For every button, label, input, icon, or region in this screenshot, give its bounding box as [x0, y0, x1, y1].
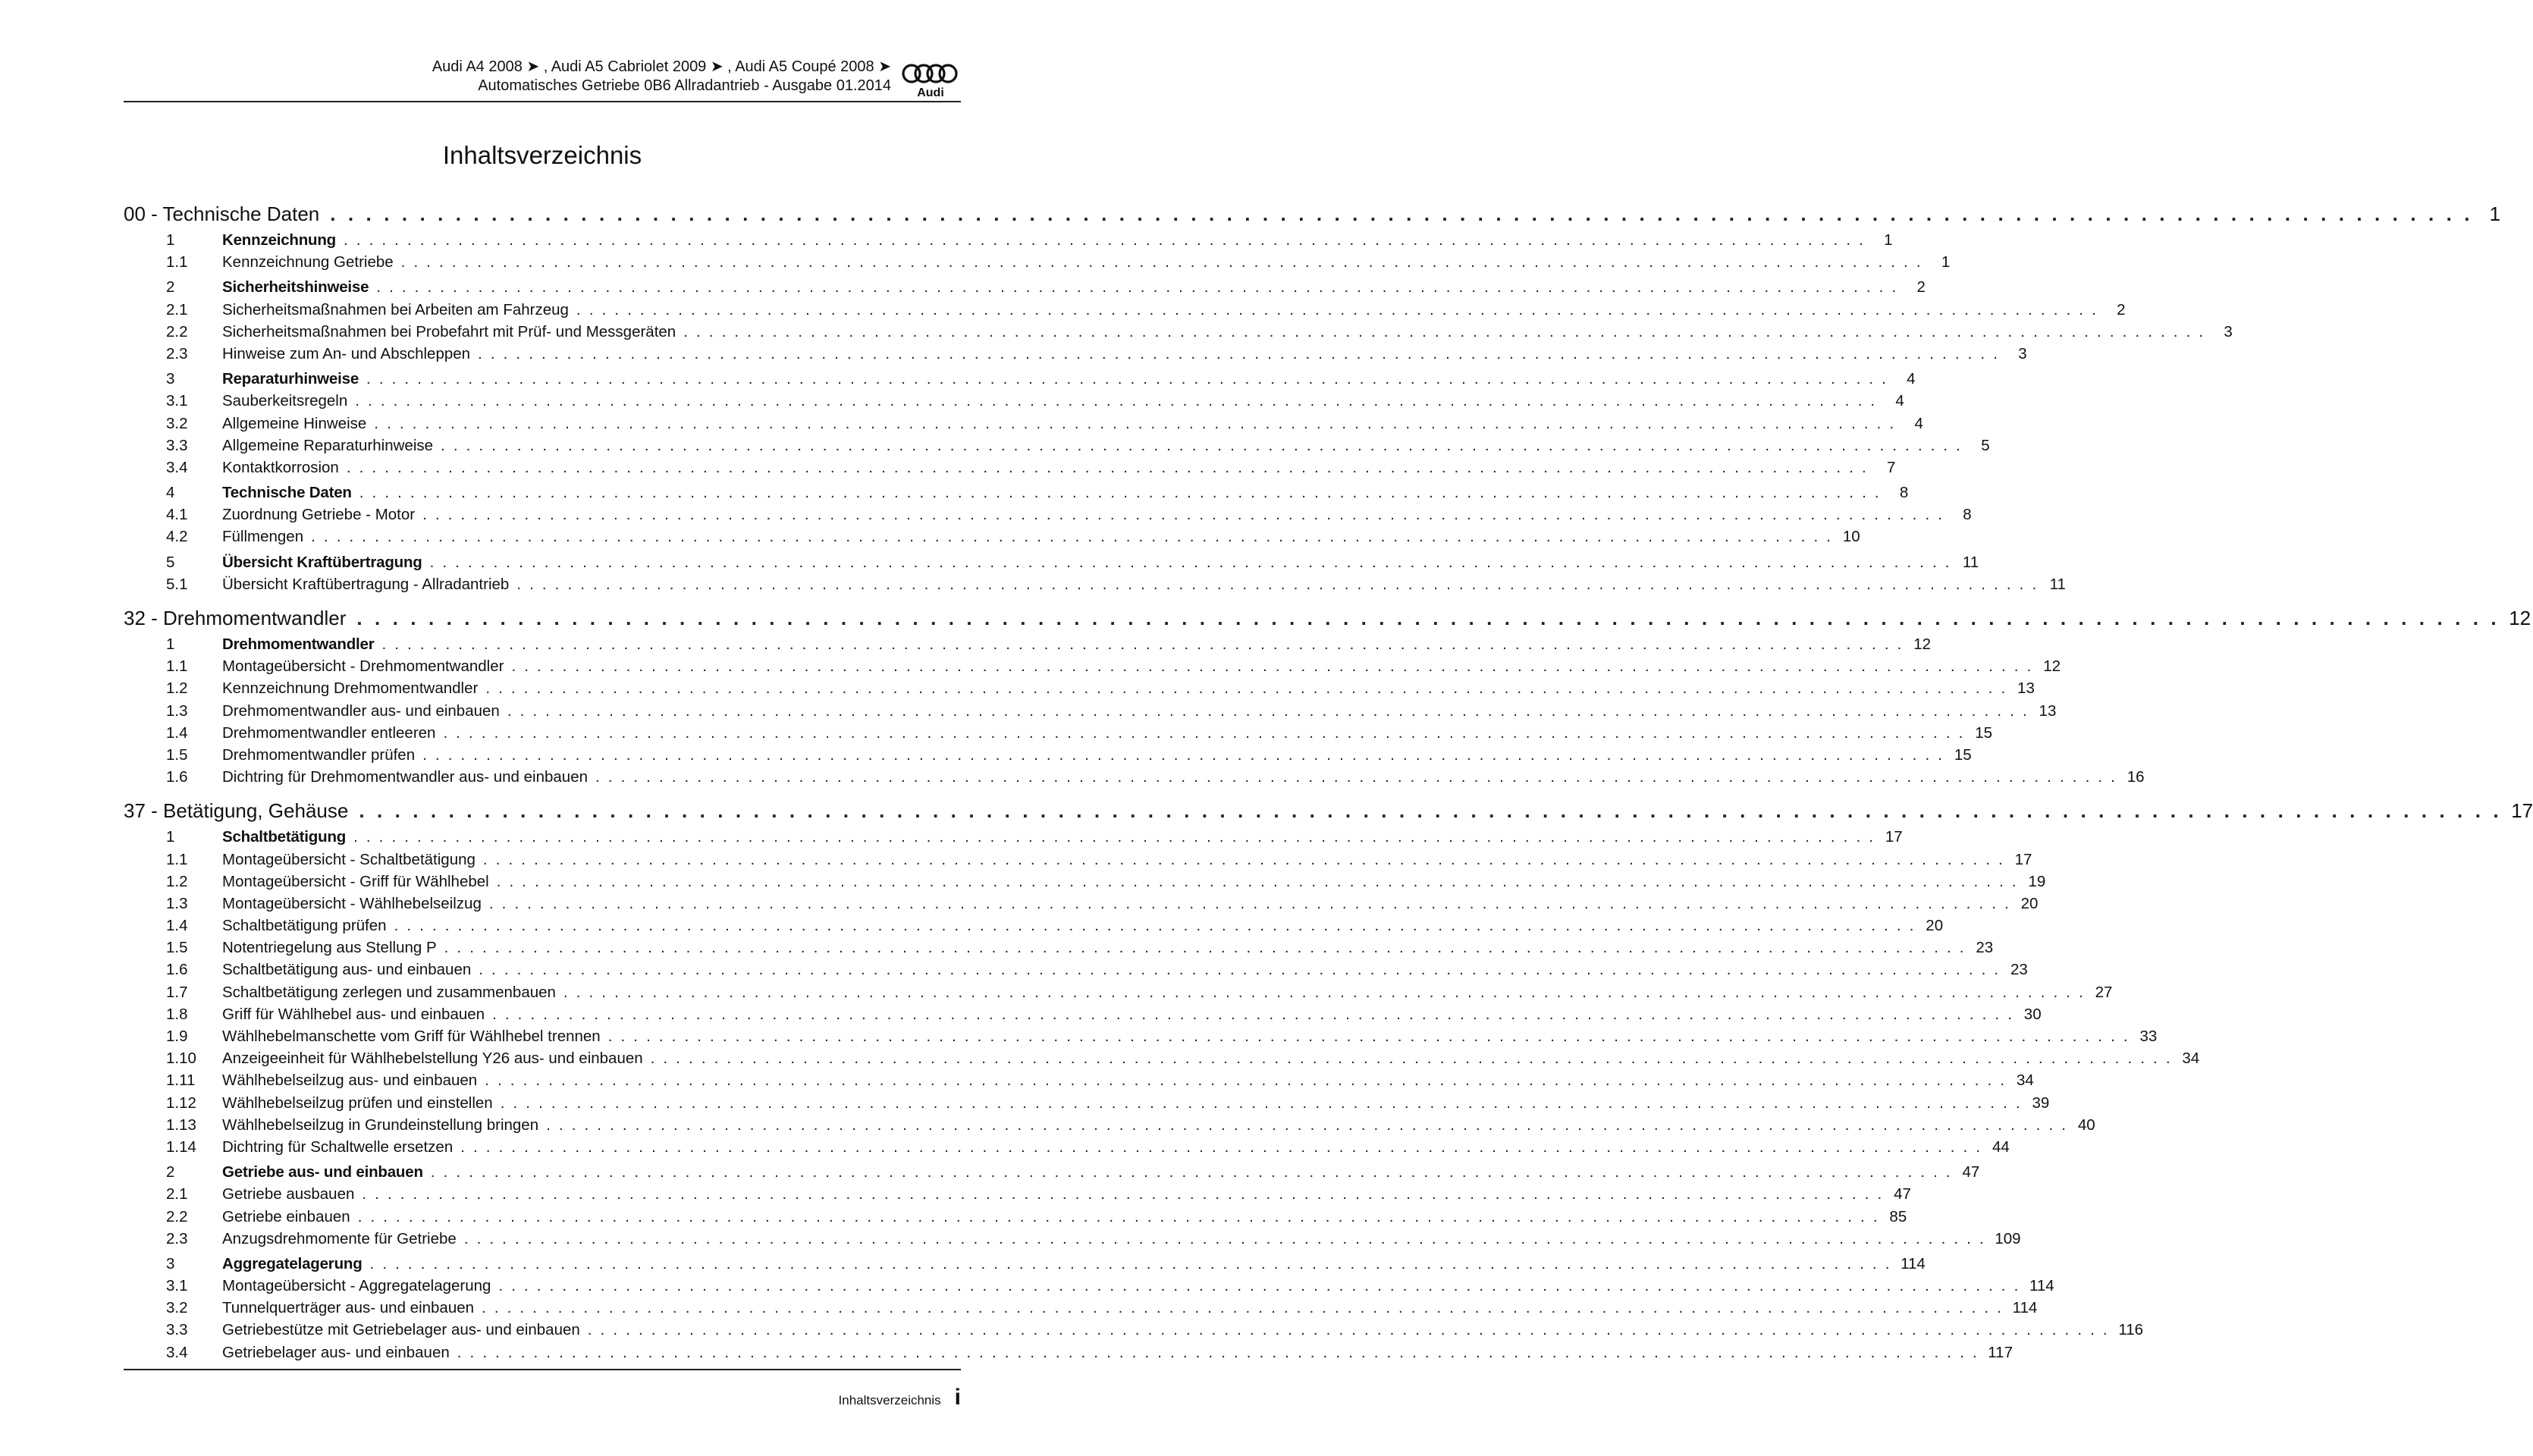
toc-entry-title: Übersicht Kraftübertragung: [222, 553, 422, 571]
header-manual-line: Automatisches Getriebe 0B6 Allradantrieb - Ausgabe 01.2014: [478, 77, 891, 94]
toc-subsection[interactable]: [124, 1228, 2021, 1250]
toc-dot-leader: . . . . . . . . . . . . . . . . . . . . . . . . . . . . . . . . . . . . . . . . . . . . . . . . . . . . . . . . . . . . . . . . . . . . . . . . . . . . . . . . . . . . . . . . . . . . . . . . . . . . . . . . . . . . . . . . . . . . . . . .: [356, 607, 2500, 629]
toc-entry-title: Montageübersicht - Griff für Wählhebel: [222, 872, 489, 890]
toc-subsection[interactable]: [124, 343, 2027, 365]
toc-entry-number: 1.13: [166, 1116, 196, 1134]
toc-entry-title: Kennzeichnung: [222, 231, 337, 249]
toc-dot-leader: . . . . . . . . . . . . . . . . . . . . . . . . . . . . . . . . . . . . . . . . . . . . . . . . . . . . . . . . . . . . . . . . . . . . . . . . . . . . . . . . . . . . . . . . . . . . . . . . . . . . . . . . . . . . . . . . . . . . . . . .: [357, 1207, 1880, 1225]
toc-entry-title: Wählhebelmanschette vom Griff für Wählhebel trennen: [222, 1028, 601, 1045]
toc-subsection[interactable]: [124, 655, 2061, 677]
toc-entry-title: Reparaturhinweise: [222, 370, 359, 388]
toc-page-number: 19: [2028, 872, 2046, 890]
toc-entry-number: 1.8: [166, 1005, 188, 1023]
toc-page-number: 12: [2043, 657, 2061, 676]
toc-page-number: 4: [1895, 392, 1904, 410]
toc-dot-leader: . . . . . . . . . . . . . . . . . . . . . . . . . . . . . . . . . . . . . . . . . . . . . . . . . . . . . . . . . . . . . . . . . . . . . . . . . . . . . . . . . . . . . . . . . . . . . . . . . . . . . . . . . . . . . . . . . . . . . . . .: [311, 528, 1833, 546]
toc-page-number: 109: [1995, 1229, 2021, 1247]
toc-dot-leader: . . . . . . . . . . . . . . . . . . . . . . . . . . . . . . . . . . . . . . . . . . . . . . . . . . . . . . . . . . . . . . . . . . . . . . . . . . . . . . . . . . . . . . . . . . . . . . . . . . . . . . . . . . . . . . . . . . . . . . . .: [460, 1138, 1982, 1156]
toc-subsection[interactable]: [124, 1047, 2200, 1069]
toc-subsection[interactable]: [124, 1114, 2095, 1136]
toc-chapter[interactable]: [124, 199, 2501, 229]
toc-entry-title: Drehmomentwandler entleeren: [222, 723, 436, 742]
toc-entry-title: Dichtring für Drehmomentwandler aus- und einbauen: [222, 768, 589, 786]
toc-subsection[interactable]: [124, 321, 2233, 343]
toc-page-number: 116: [2118, 1321, 2144, 1339]
toc-entry-number: 2.3: [166, 344, 188, 362]
toc-subsection[interactable]: [124, 435, 1990, 457]
toc-entry-number: 1.14: [166, 1138, 196, 1156]
toc-page-number: 13: [2039, 701, 2057, 720]
toc-dot-leader: . . . . . . . . . . . . . . . . . . . . . . . . . . . . . . . . . . . . . . . . . . . . . . . . . . . . . . . . . . . . . . . . . . . . . . . . . . . . . . . . . . . . . . . . . . . . . . . . . . . . . . . . . . . . . . . . . . . . . . . .: [422, 506, 1944, 524]
toc-dot-leader: . . . . . . . . . . . . . . . . . . . . . . . . . . . . . . . . . . . . . . . . . . . . . . . . . . . . . . . . . . . . . . . . . . . . . . . . . . . . . . . . . . . . . . . . . . . . . . . . . . . . . . . . . . . . . . . . . . . . . . . .: [492, 1005, 2014, 1023]
toc-subsection[interactable]: [124, 504, 1972, 526]
toc-page-number: 2: [1916, 278, 1926, 297]
toc-entry-number: 1.5: [166, 745, 188, 764]
toc-entry-title: Getriebe aus- und einbauen: [222, 1163, 423, 1181]
toc-dot-leader: . . . . . . . . . . . . . . . . . . . . . . . . . . . . . . . . . . . . . . . . . . . . . . . . . . . . . . . . . . . . . . . . . . . . . . . . . . . . . . . . . . . . . . . . . . . . . . . . . . . . . . . . . . . . . . . . . . . . . . . .: [369, 1254, 1892, 1272]
toc-dot-leader: . . . . . . . . . . . . . . . . . . . . . . . . . . . . . . . . . . . . . . . . . . . . . . . . . . . . . . . . . . . . . . . . . . . . . . . . . . . . . . . . . . . . . . . . . . . . . . . . . . . . . . . . . . . . . . . . . . . . . . . .: [498, 1277, 2020, 1295]
toc-entry-number: 2: [166, 278, 175, 297]
footer-divider: [124, 1369, 961, 1370]
toc-dot-leader: . . . . . . . . . . . . . . . . . . . . . . . . . . . . . . . . . . . . . . . . . . . . . . . . . . . . . . . . . . . . . . . . . . . . . . . . . . . . . . . . . . . . . . . . . . . . . . . . . . . . . . . . . . . . . . . . . . . . . . . .: [496, 872, 2019, 890]
toc-subsection[interactable]: [124, 766, 2145, 788]
toc-entry-number: 1: [166, 231, 175, 249]
toc-dot-leader: . . . . . . . . . . . . . . . . . . . . . . . . . . . . . . . . . . . . . . . . . . . . . . . . . . . . . . . . . . . . . . . . . . . . . . . . . . . . . . . . . . . . . . . . . . . . . . . . . . . . . . . . . . . . . . . . . . . . . . . .: [485, 679, 2007, 698]
toc-dot-leader: . . . . . . . . . . . . . . . . . . . . . . . . . . . . . . . . . . . . . . . . . . . . . . . . . . . . . . . . . . . . . . . . . . . . . . . . . . . . . . . . . . . . . . . . . . . . . . . . . . . . . . . . . . . . . . . . . . . . . . . .: [587, 1321, 2110, 1339]
toc-subsection[interactable]: [124, 981, 2113, 1003]
toc-dot-leader: . . . . . . . . . . . . . . . . . . . . . . . . . . . . . . . . . . . . . . . . . . . . . . . . . . . . . . . . . . . . . . . . . . . . . . . . . . . . . . . . . . . . . . . . . . . . . . . . . . . . . . . . . . . . . . . . . . . . . . . .: [607, 1028, 2130, 1045]
toc-entry-number: 1.2: [166, 679, 188, 698]
toc-subsection[interactable]: [124, 413, 1923, 435]
toc-entry-number: 2.1: [166, 300, 188, 318]
toc-subsection[interactable]: [124, 390, 1904, 412]
toc-entry-number: 1.1: [166, 253, 188, 271]
toc-entry-number: 3.1: [166, 392, 188, 410]
toc-entry-number: 2.2: [166, 322, 188, 340]
toc-entry-number: 1.5: [166, 939, 188, 957]
toc-entry-title: Anzugsdrehmomente für Getriebe: [222, 1229, 457, 1247]
toc-entry-title: Sauberkeitsregeln: [222, 392, 348, 410]
toc-entry-title: Drehmomentwandler: [222, 635, 375, 653]
toc-dot-leader: . . . . . . . . . . . . . . . . . . . . . . . . . . . . . . . . . . . . . . . . . . . . . . . . . . . . . . . . . . . . . . . . . . . . . . . . . . . . . . . . . . . . . . . . . . . . . . . . . . . . . . . . . . . . . . . . . . . . . . . .: [346, 458, 1869, 476]
toc-dot-leader: . . . . . . . . . . . . . . . . . . . . . . . . . . . . . . . . . . . . . . . . . . . . . . . . . . . . . . . . . . . . . . . . . . . . . . . . . . . . . . . . . . . . . . . . . . . . . . . . . . . . . . . . . . . . . . . . . . . . . . . .: [366, 370, 1888, 388]
toc-dot-leader: . . . . . . . . . . . . . . . . . . . . . . . . . . . . . . . . . . . . . . . . . . . . . . . . . . . . . . . . . . . . . . . . . . . . . . . . . . . . . . . . . . . . . . . . . . . . . . . . . . . . . . . . . . . . . . . . . . . . . . . .: [430, 1163, 1953, 1181]
toc-entry-number: 3: [166, 1254, 175, 1272]
toc-page-number: 11: [1962, 553, 1979, 571]
toc-section[interactable]: [124, 276, 1926, 298]
header-vehicle-line: Audi A4 2008 ➤ , Audi A5 Cabriolet 2009 ➤ , Audi A5 Coupé 2008 ➤: [432, 58, 891, 75]
toc-dot-leader: . . . . . . . . . . . . . . . . . . . . . . . . . . . . . . . . . . . . . . . . . . . . . . . . . . . . . . . . . . . . . . . . . . . . . . . . . . . . . . . . . . . . . . . . . . . . . . . . . . . . . . . . . . . . . . . . . . . . . . . .: [511, 657, 2033, 676]
toc-section[interactable]: [124, 229, 1893, 251]
toc-entry-title: Schaltbetätigung zerlegen und zusammenbauen: [222, 983, 556, 1001]
toc-entry-title: Kennzeichnung Drehmomentwandler: [222, 679, 479, 698]
toc-dot-leader: . . . . . . . . . . . . . . . . . . . . . . . . . . . . . . . . . . . . . . . . . . . . . . . . . . . . . . . . . . . . . . . . . . . . . . . . . . . . . . . . . . . . . . . . . . . . . . . . . . . . . . . . . . . . . . . . . . . . . . . .: [485, 1072, 2007, 1090]
toc-entry-title: Montageübersicht - Drehmomentwandler: [222, 657, 504, 676]
toc-page-number: 47: [1962, 1163, 1980, 1181]
toc-entry-title: Zuordnung Getriebe - Motor: [222, 506, 416, 524]
toc-dot-leader: . . . . . . . . . . . . . . . . . . . . . . . . . . . . . . . . . . . . . . . . . . . . . . . . . . . . . . . . . . . . . . . . . . . . . . . . . . . . . . . . . . . . . . . . . . . . . . . . . . . . . . . . . . . . . . . . . . . . . . . .: [457, 1343, 1979, 1361]
toc-dot-leader: . . . . . . . . . . . . . . . . . . . . . . . . . . . . . . . . . . . . . . . . . . . . . . . . . . . . . . . . . . . . . . . . . . . . . . . . . . . . . . . . . . . . . . . . . . . . . . . . . . . . . . . . . . . . . . . . . . . . . . . .: [381, 635, 1904, 653]
toc-page-number: 11: [2049, 575, 2066, 593]
toc-page-number: 16: [2127, 768, 2145, 786]
toc-entry-title: Getriebestütze mit Getriebelager aus- und einbauen: [222, 1321, 580, 1339]
footer-label: Inhaltsverzeichnis: [838, 1393, 941, 1407]
toc-entry-number: 4: [166, 484, 175, 502]
toc-entry-title: 37 - Betätigung, Gehäuse: [124, 799, 349, 823]
toc-entry-title: Wählhebelseilzug in Grundeinstellung bringen: [222, 1116, 539, 1134]
toc-entry-title: Übersicht Kraftübertragung - Allradantrieb: [222, 575, 510, 593]
toc-entry-title: Getriebelager aus- und einbauen: [222, 1343, 450, 1361]
toc-subsection[interactable]: [124, 871, 2046, 893]
toc-page-number: 34: [2016, 1072, 2034, 1090]
toc-chapter[interactable]: [124, 795, 2533, 826]
toc-entry-title: Getriebe ausbauen: [222, 1185, 355, 1203]
toc-entry-number: 1.4: [166, 917, 188, 935]
page-title: Inhaltsverzeichnis: [442, 141, 642, 169]
toc-dot-leader: . . . . . . . . . . . . . . . . . . . . . . . . . . . . . . . . . . . . . . . . . . . . . . . . . . . . . . . . . . . . . . . . . . . . . . . . . . . . . . . . . . . . . . . . . . . . . . . . . . . . . . . . . . . . . . . . . . . . . . . .: [353, 828, 1875, 846]
toc-page-number: 17: [2511, 799, 2533, 823]
page-header: [124, 58, 961, 101]
toc-subsection[interactable]: [124, 1025, 2158, 1047]
toc-entry-number: 3.3: [166, 436, 188, 454]
toc-page-number: 4: [1907, 370, 1916, 388]
toc-subsection[interactable]: [124, 573, 2066, 595]
toc-page-number: 20: [1926, 917, 1944, 935]
toc-entry-number: 3: [166, 370, 175, 388]
toc-entry-number: 1: [166, 828, 175, 846]
toc-page-number: 17: [1885, 828, 1903, 846]
toc-page-number: 23: [1976, 939, 1994, 957]
toc-entry-title: Montageübersicht - Schaltbetätigung: [222, 850, 476, 868]
table-of-contents: [124, 199, 2533, 1363]
toc-dot-leader: . . . . . . . . . . . . . . . . . . . . . . . . . . . . . . . . . . . . . . . . . . . . . . . . . . . . . . . . . . . . . . . . . . . . . . . . . . . . . . . . . . . . . . . . . . . . . . . . . . . . . . . . . . . . . . . . . . . . . . . .: [482, 850, 2005, 868]
toc-entry-title: Drehmomentwandler aus- und einbauen: [222, 701, 500, 720]
toc-dot-leader: . . . . . . . . . . . . . . . . . . . . . . . . . . . . . . . . . . . . . . . . . . . . . . . . . . . . . . . . . . . . . . . . . . . . . . . . . . . . . . . . . . . . . . . . . . . . . . . . . . . . . . . . . . . . . . . . . . . . . . . .: [463, 1229, 1986, 1247]
toc-dot-leader: . . . . . . . . . . . . . . . . . . . . . . . . . . . . . . . . . . . . . . . . . . . . . . . . . . . . . . . . . . . . . . . . . . . . . . . . . . . . . . . . . . . . . . . . . . . . . . . . . . . . . . . . . . . . . . . . . . . . . . . .: [488, 894, 2011, 912]
toc-entry-number: 2: [166, 1163, 175, 1181]
toc-entry-number: 1: [166, 635, 175, 653]
toc-entry-number: 2.3: [166, 1229, 188, 1247]
toc-subsection[interactable]: [124, 700, 2057, 722]
toc-section[interactable]: [124, 551, 1979, 573]
toc-entry-number: 5.1: [166, 575, 188, 593]
toc-page-number: 12: [1913, 635, 1932, 653]
header-text: [432, 58, 891, 96]
toc-entry-title: Hinweise zum An- und Abschleppen: [222, 344, 471, 362]
toc-section[interactable]: [124, 482, 1909, 504]
toc-page-number: 10: [1842, 528, 1860, 546]
toc-dot-leader: . . . . . . . . . . . . . . . . . . . . . . . . . . . . . . . . . . . . . . . . . . . . . . . . . . . . . . . . . . . . . . . . . . . . . . . . . . . . . . . . . . . . . . . . . . . . . . . . . . . . . . . . . . . . . . . . . . . . . . . .: [683, 322, 2205, 340]
toc-entry-title: Kontaktkorrosion: [222, 458, 339, 476]
toc-subsection[interactable]: [124, 1069, 2034, 1091]
toc-entry-title: Drehmomentwandler prüfen: [222, 745, 416, 764]
toc-subsection[interactable]: [124, 915, 1944, 937]
toc-entry-title: Getriebe einbauen: [222, 1207, 350, 1225]
toc-page-number: 23: [2010, 961, 2028, 979]
toc-page-number: 8: [1899, 484, 1909, 502]
toc-dot-leader: . . . . . . . . . . . . . . . . . . . . . . . . . . . . . . . . . . . . . . . . . . . . . . . . . . . . . . . . . . . . . . . . . . . . . . . . . . . . . . . . . . . . . . . . . . . . . . . . . . . . . . . . . . . . . . . . . . . . . . . .: [376, 278, 1898, 297]
toc-chapter[interactable]: [124, 603, 2531, 633]
toc-subsection[interactable]: [124, 251, 1951, 273]
toc-page-number: 34: [2182, 1050, 2200, 1068]
toc-subsection[interactable]: [124, 1341, 2013, 1363]
toc-page-number: 12: [2509, 607, 2531, 629]
toc-entry-number: 4.1: [166, 506, 188, 524]
toc-dot-leader: . . . . . . . . . . . . . . . . . . . . . . . . . . . . . . . . . . . . . . . . . . . . . . . . . . . . . . . . . . . . . . . . . . . . . . . . . . . . . . . . . . . . . . . . . . . . . . . . . . . . . . . . . . . . . . . . . . . . . . . .: [355, 392, 1877, 410]
toc-dot-leader: . . . . . . . . . . . . . . . . . . . . . . . . . . . . . . . . . . . . . . . . . . . . . . . . . . . . . . . . . . . . . . . . . . . . . . . . . . . . . . . . . . . . . . . . . . . . . . . . . . . . . . . . . . . . . . . . . . . . . . . .: [500, 1094, 2023, 1112]
toc-dot-leader: . . . . . . . . . . . . . . . . . . . . . . . . . . . . . . . . . . . . . . . . . . . . . . . . . . . . . . . . . . . . . . . . . . . . . . . . . . . . . . . . . . . . . . . . . . . . . . . . . . . . . . . . . . . . . . . . . . . . . . . .: [563, 983, 2086, 1001]
toc-dot-leader: . . . . . . . . . . . . . . . . . . . . . . . . . . . . . . . . . . . . . . . . . . . . . . . . . . . . . . . . . . . . . . . . . . . . . . . . . . . . . . . . . . . . . . . . . . . . . . . . . . . . . . . . . . . . . . . . . . . . . . . .: [429, 553, 1952, 571]
toc-subsection[interactable]: [124, 526, 1860, 548]
toc-section[interactable]: [124, 826, 1903, 848]
toc-page-number: 117: [1988, 1343, 2013, 1361]
toc-dot-leader: . . . . . . . . . . . . . . . . . . . . . . . . . . . . . . . . . . . . . . . . . . . . . . . . . . . . . . . . . . . . . . . . . . . . . . . . . . . . . . . . . . . . . . . . . . . . . . . . . . . . . . . . . . . . . . . . . . . . . . . .: [344, 231, 1866, 249]
toc-entry-title: Allgemeine Reparaturhinweise: [222, 436, 434, 454]
toc-entry-number: 1.1: [166, 850, 188, 868]
toc-entry-number: 4.2: [166, 528, 188, 546]
toc-dot-leader: . . . . . . . . . . . . . . . . . . . . . . . . . . . . . . . . . . . . . . . . . . . . . . . . . . . . . . . . . . . . . . . . . . . . . . . . . . . . . . . . . . . . . . . . . . . . . . . . . . . . . . . . . . . . . . . . . . . . . . . .: [362, 1185, 1884, 1203]
toc-entry-number: 3.3: [166, 1321, 188, 1339]
footer-page-number: i: [954, 1385, 961, 1410]
toc-subsection[interactable]: [124, 744, 1972, 766]
toc-page-number: 114: [1901, 1254, 1926, 1272]
toc-entry-number: 3.2: [166, 414, 188, 432]
toc-page-number: 5: [1981, 436, 1990, 454]
toc-entry-title: Anzeigeeinheit für Wählhebelstellung Y26 aus- und einbauen: [222, 1050, 643, 1068]
toc-page-number: 3: [2018, 344, 2027, 362]
toc-entry-number: 1.11: [166, 1072, 196, 1090]
toc-page-number: 27: [2095, 983, 2113, 1001]
toc-subsection[interactable]: [124, 677, 2035, 699]
toc-page-number: 33: [2139, 1028, 2158, 1045]
toc-page-number: 30: [2023, 1005, 2042, 1023]
toc-entry-title: Schaltbetätigung aus- und einbauen: [222, 961, 472, 979]
toc-entry-title: Dichtring für Schaltwelle ersetzen: [222, 1138, 454, 1156]
toc-page-number: 2: [2117, 300, 2126, 318]
toc-page-number: 3: [2224, 322, 2233, 340]
toc-page-number: 8: [1963, 506, 1972, 524]
toc-dot-leader: . . . . . . . . . . . . . . . . . . . . . . . . . . . . . . . . . . . . . . . . . . . . . . . . . . . . . . . . . . . . . . . . . . . . . . . . . . . . . . . . . . . . . . . . . . . . . . . . . . . . . . . . . . . . . . . . . . . . . . . .: [595, 768, 2117, 786]
toc-entry-title: Schaltbetätigung prüfen: [222, 917, 387, 935]
toc-dot-leader: . . . . . . . . . . . . . . . . . . . . . . . . . . . . . . . . . . . . . . . . . . . . . . . . . . . . . . . . . . . . . . . . . . . . . . . . . . . . . . . . . . . . . . . . . . . . . . . . . . . . . . . . . . . . . . . . . . . . . . . .: [422, 745, 1944, 764]
toc-page-number: 1: [1941, 253, 1951, 271]
toc-section[interactable]: [124, 1161, 1980, 1183]
toc-dot-leader: . . . . . . . . . . . . . . . . . . . . . . . . . . . . . . . . . . . . . . . . . . . . . . . . . . . . . . . . . . . . . . . . . . . . . . . . . . . . . . . . . . . . . . . . . . . . . . . . . . . . . . . . . . . . . . . . . . . . . . . .: [330, 202, 2474, 225]
toc-entry-title: Montageübersicht - Aggregatelagerung: [222, 1277, 491, 1295]
toc-section[interactable]: [124, 1253, 1926, 1275]
toc-entry-number: 1.6: [166, 961, 188, 979]
toc-dot-leader: . . . . . . . . . . . . . . . . . . . . . . . . . . . . . . . . . . . . . . . . . . . . . . . . . . . . . . . . . . . . . . . . . . . . . . . . . . . . . . . . . . . . . . . . . . . . . . . . . . . . . . . . . . . . . . . . . . . . . . . .: [443, 723, 1966, 742]
toc-entry-number: 1.1: [166, 657, 188, 676]
page-footer: [839, 1385, 961, 1410]
toc-subsection[interactable]: [124, 849, 2032, 871]
toc-dot-leader: . . . . . . . . . . . . . . . . . . . . . . . . . . . . . . . . . . . . . . . . . . . . . . . . . . . . . . . . . . . . . . . . . . . . . . . . . . . . . . . . . . . . . . . . . . . . . . . . . . . . . . . . . . . . . . . . . . . . . . . .: [359, 799, 2503, 823]
toc-entry-title: Füllmengen: [222, 528, 304, 546]
toc-subsection[interactable]: [124, 1297, 2038, 1319]
toc-dot-leader: . . . . . . . . . . . . . . . . . . . . . . . . . . . . . . . . . . . . . . . . . . . . . . . . . . . . . . . . . . . . . . . . . . . . . . . . . . . . . . . . . . . . . . . . . . . . . . . . . . . . . . . . . . . . . . . . . . . . . . . .: [394, 917, 1916, 935]
toc-entry-title: Sicherheitsmaßnahmen bei Probefahrt mit Prüf- und Messgeräten: [222, 322, 676, 340]
toc-entry-title: Sicherheitshinweise: [222, 278, 369, 297]
toc-subsection[interactable]: [124, 1319, 2144, 1341]
toc-page-number: 85: [1889, 1207, 1907, 1225]
toc-dot-leader: . . . . . . . . . . . . . . . . . . . . . . . . . . . . . . . . . . . . . . . . . . . . . . . . . . . . . . . . . . . . . . . . . . . . . . . . . . . . . . . . . . . . . . . . . . . . . . . . . . . . . . . . . . . . . . . . . . . . . . . .: [650, 1050, 2173, 1068]
header-divider: [124, 101, 961, 102]
toc-subsection[interactable]: [124, 1275, 2054, 1297]
toc-page-number: 7: [1886, 458, 1896, 476]
toc-entry-number: 1.2: [166, 872, 188, 890]
toc-subsection[interactable]: [124, 959, 2028, 981]
toc-page-number: 15: [1975, 723, 1993, 742]
toc-entry-number: 1.9: [166, 1028, 188, 1045]
toc-entry-number: 1.3: [166, 701, 188, 720]
toc-entry-title: Notentriegelung aus Stellung P: [222, 939, 437, 957]
toc-dot-leader: . . . . . . . . . . . . . . . . . . . . . . . . . . . . . . . . . . . . . . . . . . . . . . . . . . . . . . . . . . . . . . . . . . . . . . . . . . . . . . . . . . . . . . . . . . . . . . . . . . . . . . . . . . . . . . . . . . . . . . . .: [576, 300, 2098, 318]
toc-section[interactable]: [124, 368, 1916, 390]
toc-entry-number: 3.4: [166, 1343, 188, 1361]
logo-wordmark: Audi: [917, 86, 944, 99]
toc-section[interactable]: [124, 633, 1932, 655]
toc-entry-number: 1.7: [166, 983, 188, 1001]
toc-entry-number: 2.2: [166, 1207, 188, 1225]
toc-subsection[interactable]: [124, 457, 1896, 479]
toc-dot-leader: . . . . . . . . . . . . . . . . . . . . . . . . . . . . . . . . . . . . . . . . . . . . . . . . . . . . . . . . . . . . . . . . . . . . . . . . . . . . . . . . . . . . . . . . . . . . . . . . . . . . . . . . . . . . . . . . . . . . . . . .: [507, 701, 2029, 720]
toc-subsection[interactable]: [124, 1003, 2042, 1025]
toc-page-number: 40: [2077, 1116, 2095, 1134]
toc-entry-title: Schaltbetätigung: [222, 828, 347, 846]
toc-subsection[interactable]: [124, 893, 2039, 915]
toc-dot-leader: . . . . . . . . . . . . . . . . . . . . . . . . . . . . . . . . . . . . . . . . . . . . . . . . . . . . . . . . . . . . . . . . . . . . . . . . . . . . . . . . . . . . . . . . . . . . . . . . . . . . . . . . . . . . . . . . . . . . . . . .: [441, 436, 1963, 454]
toc-page-number: 17: [2014, 850, 2032, 868]
toc-entry-number: 2.1: [166, 1185, 188, 1203]
toc-page-number: 39: [2032, 1094, 2050, 1112]
audi-logo-icon: [900, 61, 961, 99]
toc-subsection[interactable]: [124, 1206, 1907, 1228]
toc-entry-title: Wählhebelseilzug prüfen und einstellen: [222, 1094, 493, 1112]
toc-entry-number: 5: [166, 553, 175, 571]
toc-page-number: 1: [1884, 231, 1893, 249]
toc-page-number: 47: [1894, 1185, 1911, 1203]
toc-entry-title: Technische Daten: [222, 484, 352, 502]
toc-entry-title: Sicherheitsmaßnahmen bei Arbeiten am Fahrzeug: [222, 300, 569, 318]
toc-subsection[interactable]: [124, 1136, 2010, 1158]
toc-subsection[interactable]: [124, 937, 1994, 959]
toc-page-number: 20: [2020, 894, 2039, 912]
toc-entry-title: Allgemeine Hinweise: [222, 414, 367, 432]
toc-page-number: 1: [2489, 202, 2501, 225]
toc-entry-title: Aggregatelagerung: [222, 1254, 363, 1272]
toc-entry-title: Tunnelquerträger aus- und einbauen: [222, 1299, 475, 1317]
toc-entry-number: 3.2: [166, 1299, 188, 1317]
toc-dot-leader: . . . . . . . . . . . . . . . . . . . . . . . . . . . . . . . . . . . . . . . . . . . . . . . . . . . . . . . . . . . . . . . . . . . . . . . . . . . . . . . . . . . . . . . . . . . . . . . . . . . . . . . . . . . . . . . . . . . . . . . .: [479, 961, 2001, 979]
toc-dot-leader: . . . . . . . . . . . . . . . . . . . . . . . . . . . . . . . . . . . . . . . . . . . . . . . . . . . . . . . . . . . . . . . . . . . . . . . . . . . . . . . . . . . . . . . . . . . . . . . . . . . . . . . . . . . . . . . . . . . . . . . .: [444, 939, 1966, 957]
toc-entry-number: 1.10: [166, 1050, 196, 1068]
toc-page-number: 44: [1992, 1138, 2010, 1156]
toc-entry-number: 1.3: [166, 894, 188, 912]
toc-entry-number: 3.4: [166, 458, 188, 476]
toc-entry-title: Griff für Wählhebel aus- und einbauen: [222, 1005, 485, 1023]
toc-page-number: 4: [1914, 414, 1923, 432]
toc-entry-title: Wählhebelseilzug aus- und einbauen: [222, 1072, 478, 1090]
toc-dot-leader: . . . . . . . . . . . . . . . . . . . . . . . . . . . . . . . . . . . . . . . . . . . . . . . . . . . . . . . . . . . . . . . . . . . . . . . . . . . . . . . . . . . . . . . . . . . . . . . . . . . . . . . . . . . . . . . . . . . . . . . .: [478, 344, 2000, 362]
toc-entry-title: Montageübersicht - Wählhebelseilzug: [222, 894, 482, 912]
toc-dot-leader: . . . . . . . . . . . . . . . . . . . . . . . . . . . . . . . . . . . . . . . . . . . . . . . . . . . . . . . . . . . . . . . . . . . . . . . . . . . . . . . . . . . . . . . . . . . . . . . . . . . . . . . . . . . . . . . . . . . . . . . .: [374, 414, 1896, 432]
toc-entry-number: 1.12: [166, 1094, 196, 1112]
toc-subsection[interactable]: [124, 1092, 2050, 1114]
toc-page-number: 15: [1954, 745, 1972, 764]
toc-entry-number: 1.4: [166, 723, 188, 742]
toc-entry-number: 3.1: [166, 1277, 188, 1295]
toc-page-number: 13: [2017, 679, 2035, 698]
toc-subsection[interactable]: [124, 1183, 1911, 1205]
toc-page-number: 114: [2029, 1277, 2054, 1295]
toc-dot-leader: . . . . . . . . . . . . . . . . . . . . . . . . . . . . . . . . . . . . . . . . . . . . . . . . . . . . . . . . . . . . . . . . . . . . . . . . . . . . . . . . . . . . . . . . . . . . . . . . . . . . . . . . . . . . . . . . . . . . . . . .: [400, 253, 1923, 271]
toc-dot-leader: . . . . . . . . . . . . . . . . . . . . . . . . . . . . . . . . . . . . . . . . . . . . . . . . . . . . . . . . . . . . . . . . . . . . . . . . . . . . . . . . . . . . . . . . . . . . . . . . . . . . . . . . . . . . . . . . . . . . . . . .: [546, 1116, 2068, 1134]
toc-entry-number: 1.6: [166, 768, 188, 786]
toc-entry-title: 32 - Drehmomentwandler: [124, 607, 347, 629]
toc-page-number: 114: [2012, 1299, 2038, 1317]
toc-entry-title: Kennzeichnung Getriebe: [222, 253, 394, 271]
toc-dot-leader: . . . . . . . . . . . . . . . . . . . . . . . . . . . . . . . . . . . . . . . . . . . . . . . . . . . . . . . . . . . . . . . . . . . . . . . . . . . . . . . . . . . . . . . . . . . . . . . . . . . . . . . . . . . . . . . . . . . . . . . .: [482, 1299, 2004, 1317]
toc-dot-leader: . . . . . . . . . . . . . . . . . . . . . . . . . . . . . . . . . . . . . . . . . . . . . . . . . . . . . . . . . . . . . . . . . . . . . . . . . . . . . . . . . . . . . . . . . . . . . . . . . . . . . . . . . . . . . . . . . . . . . . . .: [359, 484, 1882, 502]
toc-subsection[interactable]: [124, 299, 2126, 321]
toc-subsection[interactable]: [124, 722, 1993, 744]
toc-entry-title: 00 - Technische Daten: [124, 202, 320, 225]
toc-dot-leader: . . . . . . . . . . . . . . . . . . . . . . . . . . . . . . . . . . . . . . . . . . . . . . . . . . . . . . . . . . . . . . . . . . . . . . . . . . . . . . . . . . . . . . . . . . . . . . . . . . . . . . . . . . . . . . . . . . . . . . . .: [516, 575, 2039, 593]
